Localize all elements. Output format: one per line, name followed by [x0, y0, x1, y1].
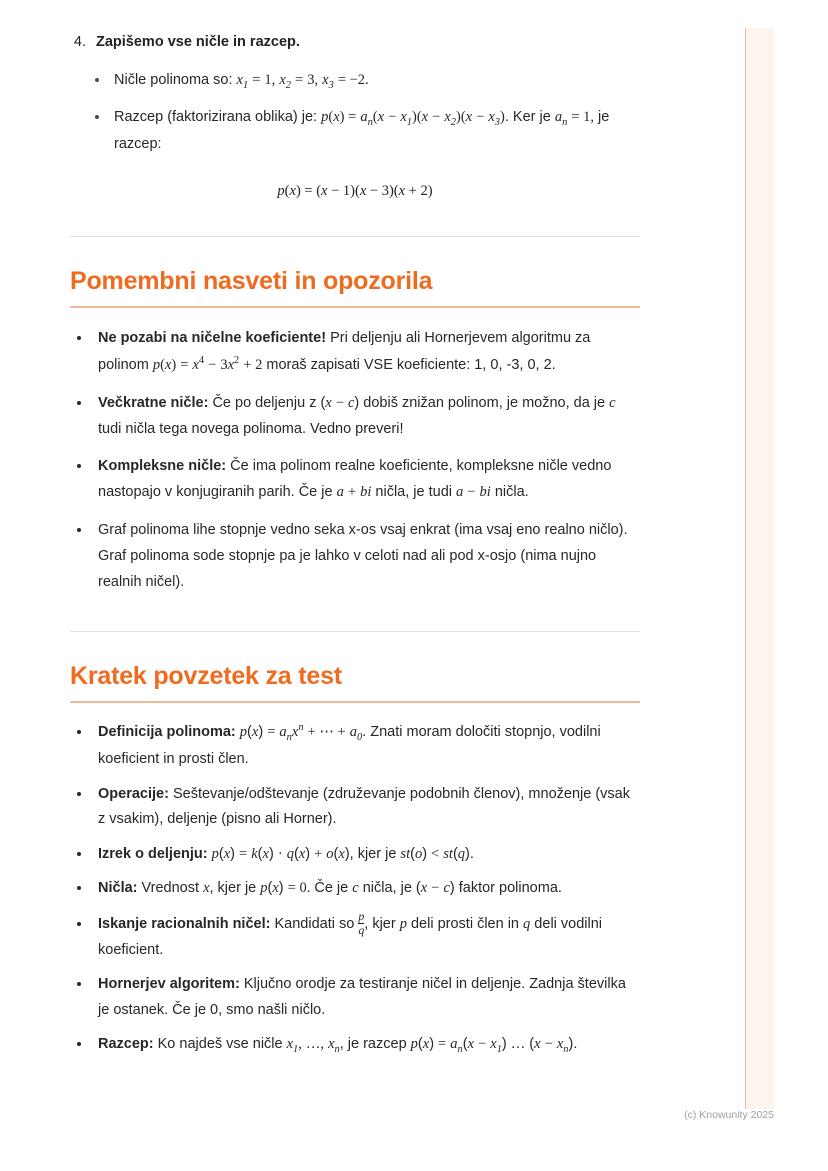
- list-item: [92, 518, 640, 595]
- summary-lead: Izrek o deljenju:: [98, 845, 208, 862]
- tip-lead: Kompleksne ničle:: [98, 458, 227, 475]
- step-bullet-1-text: Ničle polinoma so: $x_1 = 1$, $x_2 = 3$, $x_3 = -2$.: [114, 71, 369, 91]
- section-underline: [70, 701, 640, 703]
- list-item: [92, 910, 640, 963]
- tip-lead: Večkratne ničle:: [98, 394, 209, 411]
- summary-text: Vrednost x, kjer je p(x) = 0. Če je c ničla, je (x − c) faktor polinoma.: [141, 879, 562, 896]
- summary-text: Ključno orodje za testiranje ničel in deljenje. Zadnja številka je ostanek. Če je 0, smo našli ničlo.: [98, 976, 626, 1018]
- summary-text: Seštevanje/odštevanje (združevanje podobnih členov), množenje (vsak z vsakim), deljenje (pisno ali Horner).: [98, 785, 630, 828]
- section-title-summary: Kratek povzetek za test: [70, 662, 342, 691]
- step-list: [70, 32, 640, 54]
- summary-lead: Iskanje racionalnih ničel:: [98, 916, 271, 933]
- document-content: [70, 32, 640, 1068]
- summary-text: $p(x) = a_nx^n$ + ⋯ + $a_0$. Znati moram določiti stopnjo, vodilni koeficient in prosti člen.: [98, 722, 601, 768]
- summary-lead: Definicija polinoma:: [98, 724, 236, 741]
- list-item: [92, 1032, 640, 1059]
- list-item: [92, 972, 640, 1023]
- footer-copyright: (c) Knowunity 2025: [684, 1109, 774, 1121]
- list-item: [92, 326, 640, 378]
- list-item: [110, 68, 640, 95]
- step-title: Zapišemo vse ničle in razcep.: [96, 34, 300, 50]
- tip-text: Če po deljenju z (x − c) dobiš znižan polinom, je možno, da je c tudi ničla tega novega polinoma. Vedno preveri!: [98, 394, 616, 437]
- list-item: [92, 876, 640, 901]
- tip-text: Pri deljenju ali Hornerjevem algoritmu za polinom $p(x) = x^4 - 3x^2 + 2$ moraš zapisati VSE koeficiente: 1, 0, -3, 0, 2.: [98, 330, 591, 374]
- list-item: [92, 842, 640, 867]
- step-bullets: [70, 68, 640, 158]
- tips-list: [70, 326, 640, 595]
- summary-text: Ko najdeš vse ničle $x_1$, …, $x_n$, je razcep $p(x) = a_n(x - x_1)$ … $(x - x_n)$.: [157, 1035, 578, 1055]
- summary-lead: Hornerjev algoritem:: [98, 976, 240, 993]
- step-item: [90, 32, 640, 54]
- divider: [70, 631, 640, 632]
- list-item: [92, 719, 640, 772]
- list-item: [110, 105, 640, 158]
- summary-lead: Razcep:: [98, 1035, 154, 1052]
- step-bullet-2-text: Razcep (faktorizirana oblika) je: $p(x) = a_n(x - x_1)(x - x_2)(x - x_3)$. Ker je $a_n = 1$, je razcep:: [114, 108, 610, 153]
- section-title-tips: Pomembni nasveti in opozorila: [70, 267, 433, 296]
- summary-list: [70, 719, 640, 1059]
- list-item: [92, 782, 640, 833]
- tip-text: Če ima polinom realne koeficiente, kompleksne ničle vedno nastopajo v konjugiranih parih. Če je a + bi ničla, je tudi a − bi ničla.: [98, 458, 612, 501]
- list-item: [92, 391, 640, 443]
- tip-text: Graf polinoma lihe stopnje vedno seka x-os vsaj enkrat (ima vsaj eno realno ničlo). Graf polinoma sode stopnje pa je lahko v celoti nad ali pod x-osjo (nima nujno realnih ničel).: [98, 522, 628, 590]
- divider: [70, 236, 640, 237]
- summary-text: Kandidati so $\frac{p}{q}$ , kjer p deli prosti člen in q deli vodilni koeficient.: [98, 909, 603, 958]
- summary-lead: Operacije:: [98, 785, 169, 802]
- tip-lead: Ne pozabi na ničelne koeficiente!: [98, 330, 327, 347]
- step-formula: p(x) = (x − 1)(x − 3)(x + 2): [277, 183, 433, 200]
- summary-text: p(x) = k(x) · q(x) + o(x), kjer je st(o) < st(q).: [211, 845, 474, 862]
- list-item: [92, 454, 640, 506]
- summary-lead: Ničla:: [98, 879, 138, 896]
- section-underline: [70, 306, 640, 308]
- page-edge-band: [746, 28, 774, 1109]
